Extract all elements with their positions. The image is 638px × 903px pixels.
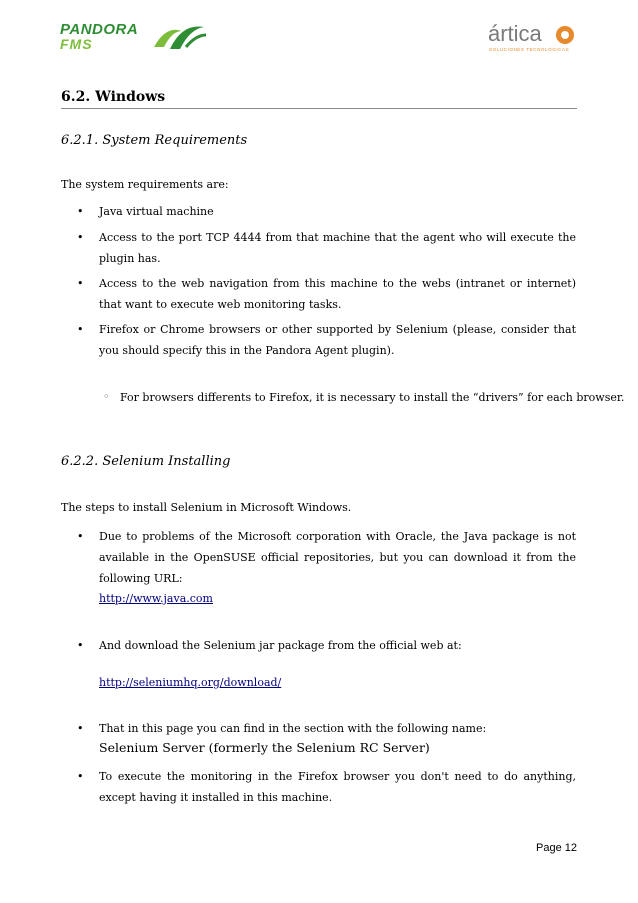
java-download-link[interactable]: http://www.java.com [99,592,213,605]
selenium-server-name: Selenium Server (formerly the Selenium RC Server) [99,740,430,755]
sub-bullet: ◦ [103,390,110,403]
pandora-swoosh-icon [152,21,208,51]
logo-fms-text: FMS [60,36,93,52]
bullet: • [77,231,84,244]
requirement-item: Java virtual machine [99,205,214,218]
bullet: • [77,277,84,290]
section-title: 6.2. Windows [61,89,577,109]
logo-artica-tagline: SOLUCIONES TECNOLÓGICAS [489,47,570,52]
artica-circle-icon [554,24,576,46]
bullet: • [77,205,84,218]
bullet: • [77,323,84,336]
requirement-subitem: For browsers differents to Firefox, it is necessary to install the “drivers” for each browser. [120,391,625,404]
bullet: • [77,639,84,652]
pandora-fms-logo [60,21,210,53]
install-item: And download the Selenium jar package from the official web at: [99,639,462,652]
bullet: • [77,530,84,543]
requirement-item: Firefox or Chrome browsers or other supported by Selenium (please, consider that you should specify this in the Pandora Agent plugin). [99,323,576,357]
requirement-item: Access to the web navigation from this machine to the webs (intranet or internet) that want to execute web monitoring tasks. [99,277,576,311]
requirements-heading: 6.2.1. System Requirements [61,133,248,148]
logo-pandora-text: PANDORA [60,21,139,38]
selenium-download-link[interactable]: http://seleniumhq.org/download/ [99,676,282,689]
requirement-item: Access to the port TCP 4444 from that machine that the agent who will execute the plugin has. [99,231,576,265]
bullet: • [77,722,84,735]
installing-intro: The steps to install Selenium in Microsoft Windows. [61,501,352,514]
installing-heading: 6.2.2. Selenium Installing [61,454,231,469]
bullet: • [77,770,84,783]
install-item: To execute the monitoring in the Firefox browser you don't need to do anything, except having it installed in this machine. [99,770,576,804]
install-item: That in this page you can find in the section with the following name: [99,722,487,735]
artica-logo [488,21,580,57]
page-number: Page 12 [536,842,577,854]
logo-artica-text: ártica [488,21,542,46]
requirements-intro: The system requirements are: [61,178,229,191]
install-item: Due to problems of the Microsoft corporation with Oracle, the Java package is not available in the OpenSUSE official repositories, but you can download it from the following URL: [99,530,576,585]
